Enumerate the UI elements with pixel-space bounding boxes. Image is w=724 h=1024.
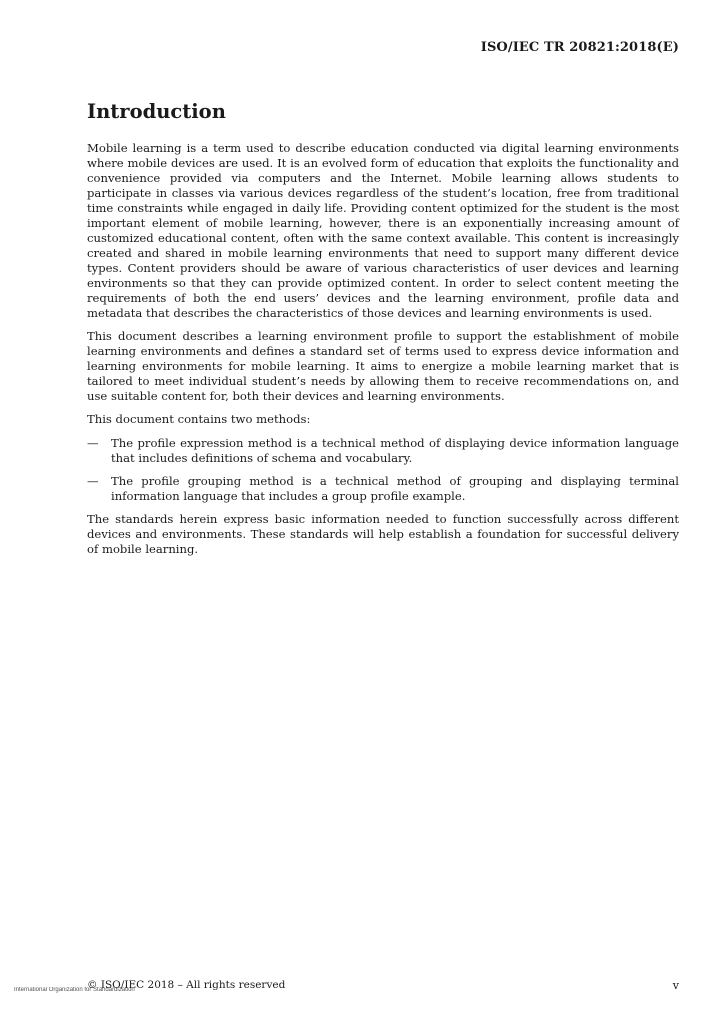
closing-paragraph: The standards herein express basic information needed to function successfully across different devices and environments. These standards will help establish a foundation for successful delivery of mobile learning. [87,512,679,556]
dash-bullet-icon: — [87,474,99,488]
paragraph-2: This document describes a learning environment profile to support the establishment of mobile learning environments and defines a standard set of terms used to express device information and learning environments for mobile learning. It aims to energize a mobile learning market that is tailored to meet individual student’s needs by allowing them to receive recommendations on, and use suitable content for, both their devices and learning environments. [87,329,679,403]
list-item [87,436,679,466]
dash-bullet-icon: — [87,436,99,450]
copyright-notice: © ISO/IEC 2018 – All rights reserved [87,979,286,991]
page-number: v [672,979,679,992]
list-item-text: The profile grouping method is a technical method of grouping and displaying terminal information language that includes a group profile example. [111,474,679,503]
paragraph-1: Mobile learning is a term used to describe education conducted via digital learning environments where mobile devices are used. It is an evolved form of education that exploits the functionality and convenience provided via computers and the Internet. Mobile learning allows students to participate in classes via various devices regardless of the student’s location, free from traditional time constraints while engaged in daily life. Providing content optimized for the student is the most important element of mobile learning, however, there is an exponentially increasing amount of customized educational content, often with the same context available. This content is increasingly created and shared in mobile learning environments that need to support many different device types. Content providers should be aware of various characteristics of user devices and learning environments so that they can provide optimized content. In order to select content meeting the requirements of both the end users’ devices and the learning environment, profile data and metadata that describes the characteristics of those devices and learning environments is used. [87,141,679,320]
document-reference: ISO/IEC TR 20821:2018(E) [480,40,679,55]
methods-list [87,436,679,504]
organization-watermark: International Organization for Standardization [14,987,135,993]
section-body [87,141,679,565]
list-item [87,474,679,504]
section-title: Introduction [87,100,226,123]
paragraph-3: This document contains two methods: [87,412,311,426]
list-item-text: The profile expression method is a technical method of displaying device information language that includes definitions of schema and vocabulary. [111,436,679,465]
